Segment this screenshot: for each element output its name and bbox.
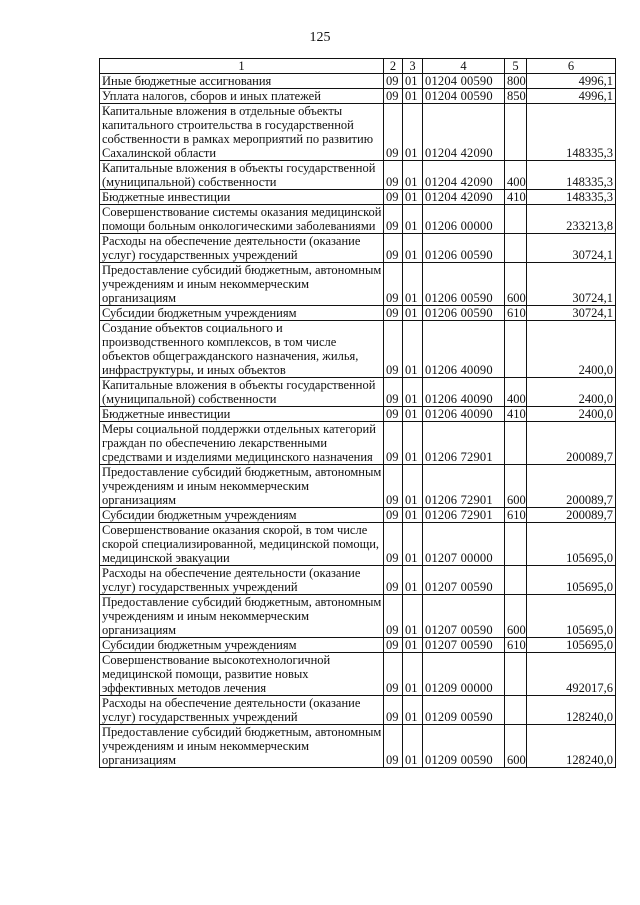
amount: 128240,0 <box>527 725 616 768</box>
header-cell-3: 3 <box>403 59 423 74</box>
item-name: Субсидии бюджетным учреждениям <box>100 638 384 653</box>
expense-type-code <box>505 653 527 696</box>
section-code: 09 <box>384 725 403 768</box>
table-row <box>100 378 616 407</box>
amount: 233213,8 <box>527 205 616 234</box>
amount: 200089,7 <box>527 508 616 523</box>
expense-type-code: 610 <box>505 306 527 321</box>
amount: 105695,0 <box>527 523 616 566</box>
expense-type-code <box>505 234 527 263</box>
amount: 492017,6 <box>527 653 616 696</box>
item-name: Капитальные вложения в отдельные объекты капитального строительства в государственной собственности в рамках мероприятий по развитию Сахалинской области <box>100 104 384 161</box>
item-name: Бюджетные инвестиции <box>100 190 384 205</box>
item-name: Меры социальной поддержки отдельных категорий граждан по обеспечению лекарственными средствами и изделиями медицинского назначения <box>100 422 384 465</box>
table-row <box>100 407 616 422</box>
header-row <box>100 59 616 74</box>
table-row <box>100 190 616 205</box>
amount: 148335,3 <box>527 161 616 190</box>
section-code: 09 <box>384 104 403 161</box>
subsection-code: 01 <box>403 190 423 205</box>
table-row <box>100 321 616 378</box>
section-code: 09 <box>384 407 403 422</box>
section-code: 09 <box>384 205 403 234</box>
expense-type-code <box>505 205 527 234</box>
table-row <box>100 104 616 161</box>
section-code: 09 <box>384 653 403 696</box>
target-article-code: 01206 72901 <box>423 465 505 508</box>
amount: 105695,0 <box>527 566 616 595</box>
item-name: Предоставление субсидий бюджетным, автономным учреждениям и иным некоммерческим организациям <box>100 263 384 306</box>
subsection-code: 01 <box>403 407 423 422</box>
section-code: 09 <box>384 595 403 638</box>
section-code: 09 <box>384 696 403 725</box>
amount: 200089,7 <box>527 465 616 508</box>
expense-type-code: 410 <box>505 190 527 205</box>
amount: 4996,1 <box>527 89 616 104</box>
table-body <box>100 74 616 768</box>
table-row <box>100 74 616 89</box>
target-article-code: 01206 00590 <box>423 234 505 263</box>
expense-type-code: 850 <box>505 89 527 104</box>
expense-type-code: 400 <box>505 161 527 190</box>
item-name: Предоставление субсидий бюджетным, автономным учреждениям и иным некоммерческим организациям <box>100 465 384 508</box>
item-name: Иные бюджетные ассигнования <box>100 74 384 89</box>
amount: 128240,0 <box>527 696 616 725</box>
subsection-code: 01 <box>403 725 423 768</box>
expense-type-code: 410 <box>505 407 527 422</box>
table-row <box>100 696 616 725</box>
section-code: 09 <box>384 74 403 89</box>
amount: 30724,1 <box>527 234 616 263</box>
expense-type-code: 800 <box>505 74 527 89</box>
target-article-code: 01206 40090 <box>423 378 505 407</box>
target-article-code: 01204 00590 <box>423 74 505 89</box>
section-code: 09 <box>384 234 403 263</box>
section-code: 09 <box>384 89 403 104</box>
subsection-code: 01 <box>403 263 423 306</box>
subsection-code: 01 <box>403 234 423 263</box>
table-row <box>100 306 616 321</box>
expense-type-code: 600 <box>505 465 527 508</box>
header-cell-6: 6 <box>527 59 616 74</box>
target-article-code: 01207 00000 <box>423 523 505 566</box>
table-row <box>100 161 616 190</box>
amount: 105695,0 <box>527 595 616 638</box>
table-row <box>100 653 616 696</box>
subsection-code: 01 <box>403 595 423 638</box>
target-article-code: 01206 00590 <box>423 306 505 321</box>
header-cell-4: 4 <box>423 59 505 74</box>
section-code: 09 <box>384 161 403 190</box>
subsection-code: 01 <box>403 378 423 407</box>
table-row <box>100 566 616 595</box>
subsection-code: 01 <box>403 508 423 523</box>
expense-type-code: 610 <box>505 638 527 653</box>
section-code: 09 <box>384 523 403 566</box>
item-name: Совершенствование высокотехнологичной медицинской помощи, развитие новых эффективных методов лечения <box>100 653 384 696</box>
page-number: 125 <box>309 30 331 45</box>
target-article-code: 01206 40090 <box>423 321 505 378</box>
subsection-code: 01 <box>403 161 423 190</box>
target-article-code: 01209 00000 <box>423 653 505 696</box>
section-code: 09 <box>384 422 403 465</box>
section-code: 09 <box>384 378 403 407</box>
table-row <box>100 725 616 768</box>
table-row <box>100 422 616 465</box>
expense-type-code <box>505 523 527 566</box>
header-cell-1: 1 <box>100 59 384 74</box>
amount: 30724,1 <box>527 263 616 306</box>
amount: 30724,1 <box>527 306 616 321</box>
amount: 2400,0 <box>527 378 616 407</box>
item-name: Уплата налогов, сборов и иных платежей <box>100 89 384 104</box>
table-row <box>100 465 616 508</box>
target-article-code: 01206 00590 <box>423 263 505 306</box>
budget-table <box>99 58 616 768</box>
section-code: 09 <box>384 263 403 306</box>
amount: 2400,0 <box>527 407 616 422</box>
target-article-code: 01206 72901 <box>423 422 505 465</box>
target-article-code: 01207 00590 <box>423 566 505 595</box>
table-row <box>100 508 616 523</box>
target-article-code: 01204 42090 <box>423 190 505 205</box>
target-article-code: 01206 40090 <box>423 407 505 422</box>
subsection-code: 01 <box>403 566 423 595</box>
table-row <box>100 263 616 306</box>
item-name: Расходы на обеспечение деятельности (оказание услуг) государственных учреждений <box>100 566 384 595</box>
expense-type-code: 610 <box>505 508 527 523</box>
expense-type-code <box>505 104 527 161</box>
item-name: Капитальные вложения в объекты государственной (муниципальной) собственности <box>100 378 384 407</box>
amount: 2400,0 <box>527 321 616 378</box>
section-code: 09 <box>384 465 403 508</box>
item-name: Предоставление субсидий бюджетным, автономным учреждениям и иным некоммерческим организациям <box>100 725 384 768</box>
subsection-code: 01 <box>403 638 423 653</box>
subsection-code: 01 <box>403 696 423 725</box>
amount: 4996,1 <box>527 74 616 89</box>
target-article-code: 01207 00590 <box>423 595 505 638</box>
section-code: 09 <box>384 190 403 205</box>
subsection-code: 01 <box>403 422 423 465</box>
table-row <box>100 234 616 263</box>
expense-type-code: 400 <box>505 378 527 407</box>
expense-type-code <box>505 422 527 465</box>
item-name: Бюджетные инвестиции <box>100 407 384 422</box>
item-name: Расходы на обеспечение деятельности (оказание услуг) государственных учреждений <box>100 696 384 725</box>
target-article-code: 01209 00590 <box>423 725 505 768</box>
subsection-code: 01 <box>403 74 423 89</box>
subsection-code: 01 <box>403 306 423 321</box>
section-code: 09 <box>384 566 403 595</box>
subsection-code: 01 <box>403 653 423 696</box>
expense-type-code <box>505 321 527 378</box>
expense-type-code: 600 <box>505 263 527 306</box>
expense-type-code: 600 <box>505 595 527 638</box>
section-code: 09 <box>384 638 403 653</box>
expense-type-code: 600 <box>505 725 527 768</box>
amount: 200089,7 <box>527 422 616 465</box>
target-article-code: 01204 00590 <box>423 89 505 104</box>
item-name: Субсидии бюджетным учреждениям <box>100 306 384 321</box>
amount: 148335,3 <box>527 104 616 161</box>
item-name: Создание объектов социального и производственного комплексов, в том числе объектов общегражданского назначения, жилья, инфраструктуры, и иных объектов <box>100 321 384 378</box>
subsection-code: 01 <box>403 104 423 161</box>
section-code: 09 <box>384 306 403 321</box>
item-name: Совершенствование системы оказания медицинской помощи больным онкологическими заболеваниями <box>100 205 384 234</box>
subsection-code: 01 <box>403 523 423 566</box>
item-name: Совершенствование оказания скорой, в том числе скорой специализированной, медицинской помощи, медицинской эвакуации <box>100 523 384 566</box>
subsection-code: 01 <box>403 465 423 508</box>
header-cell-5: 5 <box>505 59 527 74</box>
section-code: 09 <box>384 508 403 523</box>
subsection-code: 01 <box>403 321 423 378</box>
target-article-code: 01204 42090 <box>423 104 505 161</box>
table-row <box>100 523 616 566</box>
item-name: Субсидии бюджетным учреждениям <box>100 508 384 523</box>
target-article-code: 01209 00590 <box>423 696 505 725</box>
target-article-code: 01204 42090 <box>423 161 505 190</box>
header-cell-2: 2 <box>384 59 403 74</box>
target-article-code: 01206 72901 <box>423 508 505 523</box>
expense-type-code <box>505 566 527 595</box>
subsection-code: 01 <box>403 89 423 104</box>
section-code: 09 <box>384 321 403 378</box>
item-name: Расходы на обеспечение деятельности (оказание услуг) государственных учреждений <box>100 234 384 263</box>
target-article-code: 01206 00000 <box>423 205 505 234</box>
table-row <box>100 595 616 638</box>
amount: 105695,0 <box>527 638 616 653</box>
target-article-code: 01207 00590 <box>423 638 505 653</box>
amount: 148335,3 <box>527 190 616 205</box>
subsection-code: 01 <box>403 205 423 234</box>
item-name: Предоставление субсидий бюджетным, автономным учреждениям и иным некоммерческим организациям <box>100 595 384 638</box>
table-row <box>100 205 616 234</box>
table-row <box>100 89 616 104</box>
item-name: Капитальные вложения в объекты государственной (муниципальной) собственности <box>100 161 384 190</box>
table-row <box>100 638 616 653</box>
expense-type-code <box>505 696 527 725</box>
